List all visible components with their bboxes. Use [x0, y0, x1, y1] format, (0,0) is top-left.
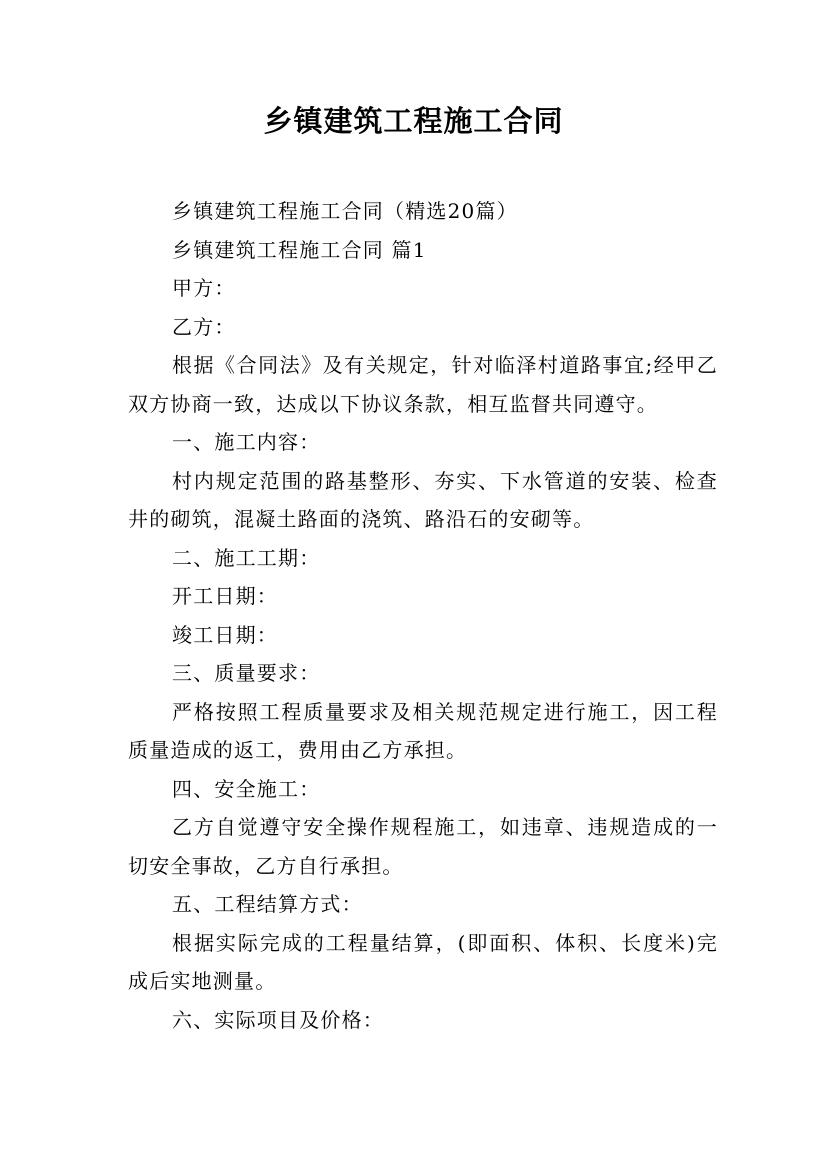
paragraph-party-b: 乙方：: [172, 314, 236, 339]
paragraph-heading-1: 一、施工内容：: [172, 430, 321, 454]
paragraph-content-4: 乙方自觉遵守安全操作规程施工，如违章、违规造成的一切安全事故，乙方自行承担。: [128, 815, 718, 878]
paragraph-content-3: 严格按照工程质量要求及相关规范规定进行施工，因工程质量造成的返工，费用由乙方承担。: [128, 699, 718, 762]
paragraph-heading-3: 三、质量要求：: [172, 661, 321, 685]
paragraph-end-date: 竣工日期：: [172, 622, 278, 647]
paragraph-preamble: 根据《合同法》及有关规定，针对临泽村道路事宜;经甲乙双方协商一致，达成以下协议条款，相互监督共同遵守。: [128, 353, 718, 416]
paragraph-heading-6: 六、实际项目及价格：: [172, 1007, 384, 1032]
paragraph-heading-2: 二、施工工期：: [172, 545, 321, 570]
paragraph-party-a: 甲方：: [172, 276, 236, 300]
document-body: [128, 192, 718, 1039]
paragraph-subtitle: 乡镇建筑工程施工合同（精选20篇）: [172, 199, 518, 223]
document-title: 乡镇建筑工程施工合同: [263, 104, 564, 138]
paragraph-section-heading: 乡镇建筑工程施工合同 篇1: [172, 237, 427, 262]
paragraph-heading-4: 四、安全施工：: [172, 776, 321, 801]
paragraph-start-date: 开工日期：: [172, 584, 278, 608]
paragraph-content-1: 村内规定范围的路基整形、夯实、下水管道的安装、检查井的砌筑，混凝土路面的浇筑、路沿石的安砌等。: [128, 468, 718, 531]
paragraph-content-5: 根据实际完成的工程量结算，(即面积、体积、长度米)完成后实地测量。: [128, 930, 718, 993]
paragraph-heading-5: 五、工程结算方式：: [172, 892, 363, 916]
